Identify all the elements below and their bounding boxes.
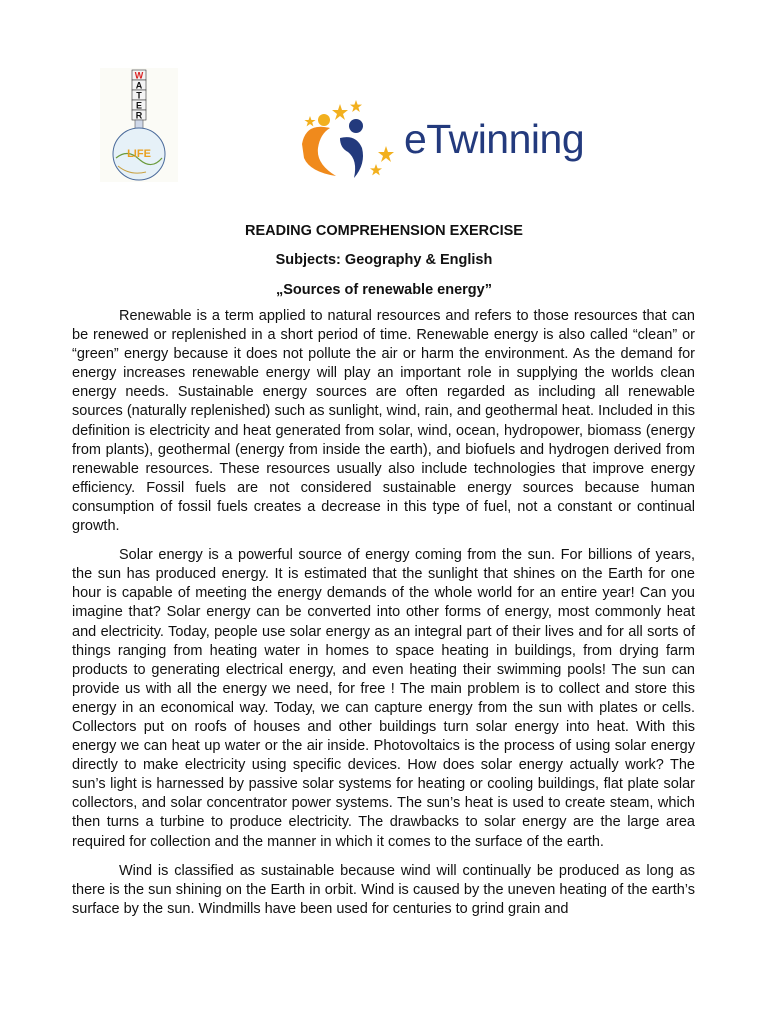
svg-text:A: A	[135, 80, 143, 91]
svg-text:W: W	[134, 70, 144, 81]
subjects-line: Subjects: Geography & English	[275, 252, 493, 268]
etwinning-figures-icon	[296, 98, 406, 182]
svg-text:R: R	[135, 110, 143, 121]
svg-text:E: E	[135, 100, 143, 111]
svg-text:T: T	[136, 90, 142, 101]
etwinning-logo	[296, 98, 596, 182]
etwinning-wordmark: eTwinning	[404, 116, 585, 162]
topic-title: „Sources of renewable energy”	[276, 282, 492, 298]
water-life-drawing	[100, 68, 178, 182]
paragraph-renewable: Renewable is a term applied to natural resources and refers to those resources that can be renewed or replenished in a short period of time. Renewable energy is also called “clean” or “green” energy because it does not pollute the air or harm the environment. As the demand for energy increases renewable energy will play an important role in supplying the worlds clean energy needs. Sustainable energy sources are often regarded as including all renewable sources (naturally replenished) such as sunlight, wind, rain, and geothermal heat. Included in this definition is electricity and heat generated from solar, wind, ocean, hydropower, biomass (energy from plants), geothermal (energy from inside the earth), and biofuels and hydrogen derived from renewable resources. These resources usually also include technologies that improve energy efficiency. Fossil fuels are not considered sustainable energy sources because human consumption of fossil fuels creates a decrease in this type of fuel, not a constant or continual growth.	[72, 308, 695, 535]
reading-text	[72, 307, 695, 929]
svg-text:LIFE: LIFE	[127, 148, 151, 160]
water-life-logo	[100, 68, 178, 182]
paragraph-wind: Wind is classified as sustainable because wind will continually be produced as long as there is the sun shining on the Earth in orbit. Wind is caused by the uneven heating of the earth’s surface by the sun. Windmills have been used for centuries to grind grain and	[72, 862, 695, 917]
page-title: READING COMPREHENSION EXERCISE	[245, 223, 523, 239]
paragraph-solar: Solar energy is a powerful source of energy coming from the sun. For billions of years, the sun has produced energy. It is estimated that the sunlight that shines on the Earth for one hour is capable of meeting the energy demands of the whole world for an entire year! Can you imagine that? Solar energy can be converted into other forms of energy, most commonly heat and electricity. Today, people use solar energy as an integral part of their lives and for all sorts of things ranging from heating water in homes to space heating in buildings, from drying farm products to generating electrical energy, and even heating their swimming pools! The sun can provide us with all the energy we need, for free ! The main problem is to collect and store this energy in an economical way. Today, we can capture energy from the sun with plates or cells. Collectors put on roofs of houses and other buildings turn solar energy into heat. With this energy we can heat up water or the air inside. Photovoltaics is the process of using solar energy directly to make electricity using specific devices. How does solar energy actually work? The sun’s light is harnessed by passive solar systems for heating or cooling buildings, flat plate solar collectors, and solar concentrator power systems. The sun’s heat is used to create steam, which then turns a turbine to produce electricity. The drawbacks to solar energy are the large area required for collection and the manner in which it comes to the surface of the earth.	[72, 547, 695, 850]
